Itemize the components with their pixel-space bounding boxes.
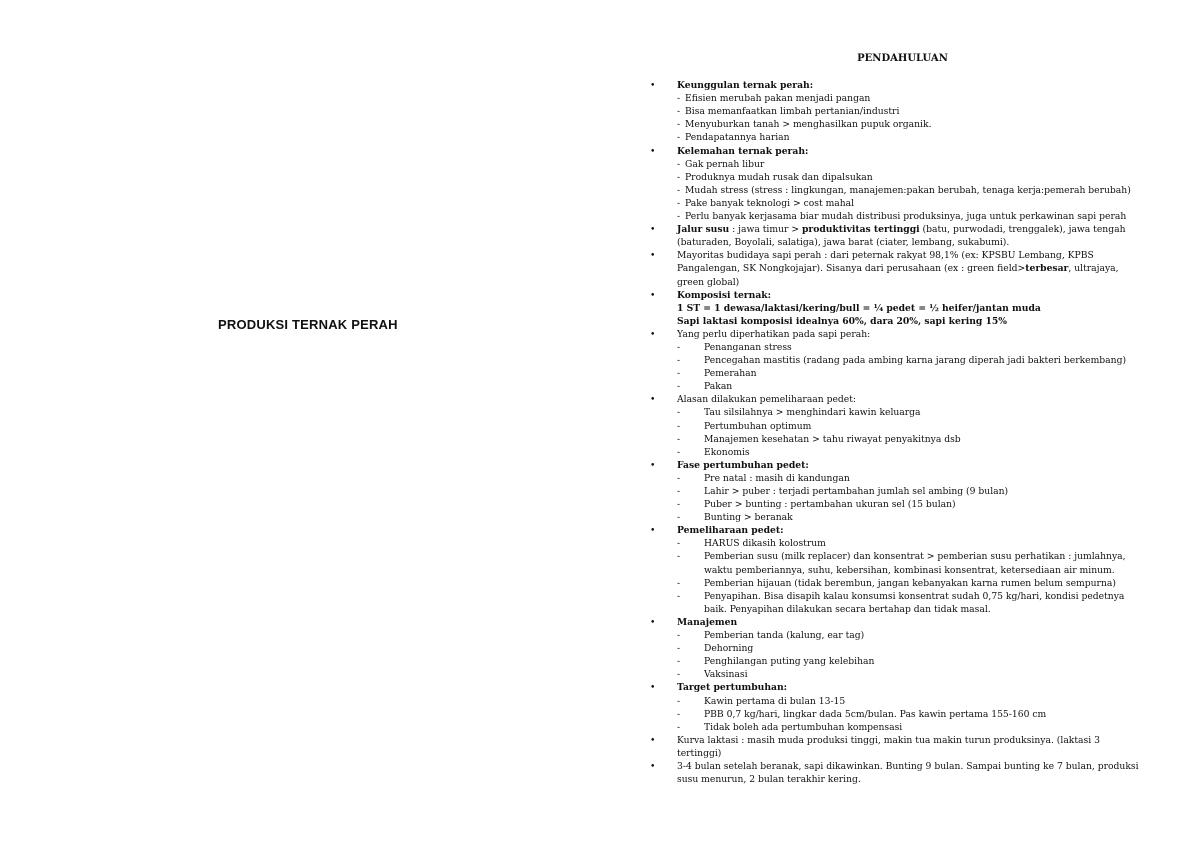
bullet-target xyxy=(650,681,1145,733)
list-item: - Penghilangan puting yang kelebihan xyxy=(677,655,1145,668)
notes-column xyxy=(650,52,1145,786)
bullet-title: • Alasan dilakukan pemeliharaan pedet: xyxy=(677,394,857,406)
bullet-list xyxy=(650,79,1145,786)
list-item: - Kawin pertama di bulan 13-15 xyxy=(677,695,1145,708)
bullet-emphasis: produktivitas tertinggi xyxy=(801,224,920,236)
sub-list xyxy=(677,537,1145,616)
bullet-mayoritas xyxy=(650,249,1145,288)
sub-list xyxy=(677,629,1145,681)
bullet-title: • Kelemahan ternak perah: xyxy=(677,145,809,157)
bullet-title: • Komposisi ternak: xyxy=(677,289,772,301)
list-item: - Pemberian hijauan (tidak berembun, jangan kebanyakan karna rumen belum sempurna) xyxy=(677,577,1145,590)
sub-list xyxy=(677,695,1145,734)
bullet-keunggulan xyxy=(650,79,1145,144)
sub-list xyxy=(677,406,1145,458)
list-item: - Penyapihan. Bisa disapih kalau konsumsi konsentrat sudah 0,75 kg/hari, kondisi pedetnya baik. Penyapihan dilakukan secara bertahap dan tidak masal. xyxy=(677,590,1145,616)
bullet-text: Mayoritas budidaya sapi perah : dari peternak rakyat 98,1% (ex: KPSBU Lembang, KPBS Pangalengan, SK Nongkojajar). Sisanya dari perusahaan (ex : green field> xyxy=(677,250,1094,275)
list-item: - Pemberian tanda (kalung, ear tag) xyxy=(677,629,1145,642)
bullet-title: • Fase pertumbuhan pedet: xyxy=(677,459,809,471)
bullet-manajemen xyxy=(650,616,1145,681)
bullet-text: (batu, purwodadi, trenggalek), jawa tengah (baturaden, Boyolali, salatiga), jawa barat (ciater, lembang, sukabumi). xyxy=(677,224,1126,249)
list-item: - Pertumbuhan optimum xyxy=(677,420,1145,433)
bullet-jalur-susu xyxy=(650,223,1145,249)
bullet-title: • Target pertumbuhan: xyxy=(677,682,788,694)
bullet-komposisi xyxy=(650,289,1145,328)
list-item: - Manajemen kesehatan > tahu riwayat penyakitnya dsb xyxy=(677,433,1145,446)
list-item: - Ekonomis xyxy=(677,446,1145,459)
bullet-text: : jawa timur > xyxy=(729,224,802,236)
list-item: - Puber > bunting : pertambahan ukuran sel (15 bulan) xyxy=(677,498,1145,511)
list-item: - HARUS dikasih kolostrum xyxy=(677,537,1145,550)
list-item: - Produknya mudah rusak dan dipalsukan xyxy=(677,171,1145,184)
list-item: - Penanganan stress xyxy=(677,341,1145,354)
composition-line: Sapi laktasi komposisi idealnya 60%, dara 20%, sapi kering 15% xyxy=(677,315,1008,327)
bullet-text: 3-4 bulan setelah beranak, sapi dikawinkan. Bunting 9 bulan. Sampai bunting ke 7 bulan, produksi susu menurun, 2 bulan terakhir kering. xyxy=(677,760,1139,786)
list-item: - Perlu banyak kerjasama biar mudah distribusi produksinya, juga untuk perkawinan sapi perah xyxy=(677,210,1145,223)
list-item: - Bunting > beranak xyxy=(677,511,1145,524)
list-item: - Gak pernah libur xyxy=(677,158,1145,171)
list-item: - Pemerahan xyxy=(677,367,1145,380)
bullet-text: Kurva laktasi : masih muda produksi tinggi, makin tua makin turun produksinya. (laktasi 3 tertinggi) xyxy=(677,734,1100,759)
bullet-title: • Keunggulan ternak perah: xyxy=(677,80,814,92)
bullet-title: • Yang perlu diperhatikan pada sapi perah: xyxy=(677,328,871,340)
sub-list xyxy=(677,472,1145,524)
document-title: PRODUKSI TERNAK PERAH xyxy=(218,317,398,332)
bullet-emphasis: terbesar xyxy=(1025,263,1069,275)
bullet-title: • Pemeliharaan pedet: xyxy=(677,525,784,537)
list-item: - Mudah stress (stress : lingkungan, manajemen:pakan berubah, tenaga kerja:pemerah berubah) xyxy=(677,184,1145,197)
bullet-alasan xyxy=(650,393,1145,458)
section-heading: PENDAHULUAN xyxy=(857,53,948,64)
bullet-kelemahan xyxy=(650,145,1145,224)
list-item: - Bisa memanfaatkan limbah pertanian/industri xyxy=(677,105,1145,118)
list-item: - Vaksinasi xyxy=(677,668,1145,681)
bullet-text: , ultrajaya, green global) xyxy=(677,263,1119,288)
list-item: - Pendapatannya harian xyxy=(677,131,1145,144)
sub-list xyxy=(677,158,1145,223)
list-item: - Menyuburkan tanah > menghasilkan pupuk organik. xyxy=(677,118,1145,131)
sub-list xyxy=(677,92,1145,144)
list-item: - Pake banyak teknologi > cost mahal xyxy=(677,197,1145,210)
list-item: - Lahir > puber : terjadi pertambahan jumlah sel ambing (9 bulan) xyxy=(677,485,1145,498)
bullet-kurva-laktasi xyxy=(650,734,1145,760)
list-item: - Pre natal : masih di kandungan xyxy=(677,472,1145,485)
list-item: - Pemberian susu (milk replacer) dan konsentrat > pemberian susu perhatikan : jumlahnya, waktu pemberiannya, suhu, kebersihan, kombinasi konsentrat, ketersediaan air minum. xyxy=(677,550,1145,576)
bullet-title: • Manajemen xyxy=(677,616,738,628)
bullet-perhatian xyxy=(650,328,1145,393)
list-item: - Pakan xyxy=(677,380,1145,393)
list-item: - Efisien merubah pakan menjadi pangan xyxy=(677,92,1145,105)
sub-list xyxy=(677,341,1145,393)
list-item: - Tidak boleh ada pertumbuhan kompensasi xyxy=(677,721,1145,734)
bullet-label: Jalur susu xyxy=(677,224,730,236)
list-item: - Pencegahan mastitis (radang pada ambing karna jarang diperah jadi bakteri berkembang) xyxy=(677,354,1145,367)
formula-line: 1 ST = 1 dewasa/laktasi/kering/bull = ¼ pedet = ½ heifer/jantan muda xyxy=(677,302,1041,314)
bullet-kawin-ulang xyxy=(650,760,1145,786)
list-item: - Tau silsilahnya > menghindari kawin keluarga xyxy=(677,406,1145,419)
list-item: - Dehorning xyxy=(677,642,1145,655)
bullet-pemeliharaan xyxy=(650,524,1145,616)
list-item: - PBB 0,7 kg/hari, lingkar dada 5cm/bulan. Pas kawin pertama 155-160 cm xyxy=(677,708,1145,721)
bullet-fase xyxy=(650,459,1145,524)
